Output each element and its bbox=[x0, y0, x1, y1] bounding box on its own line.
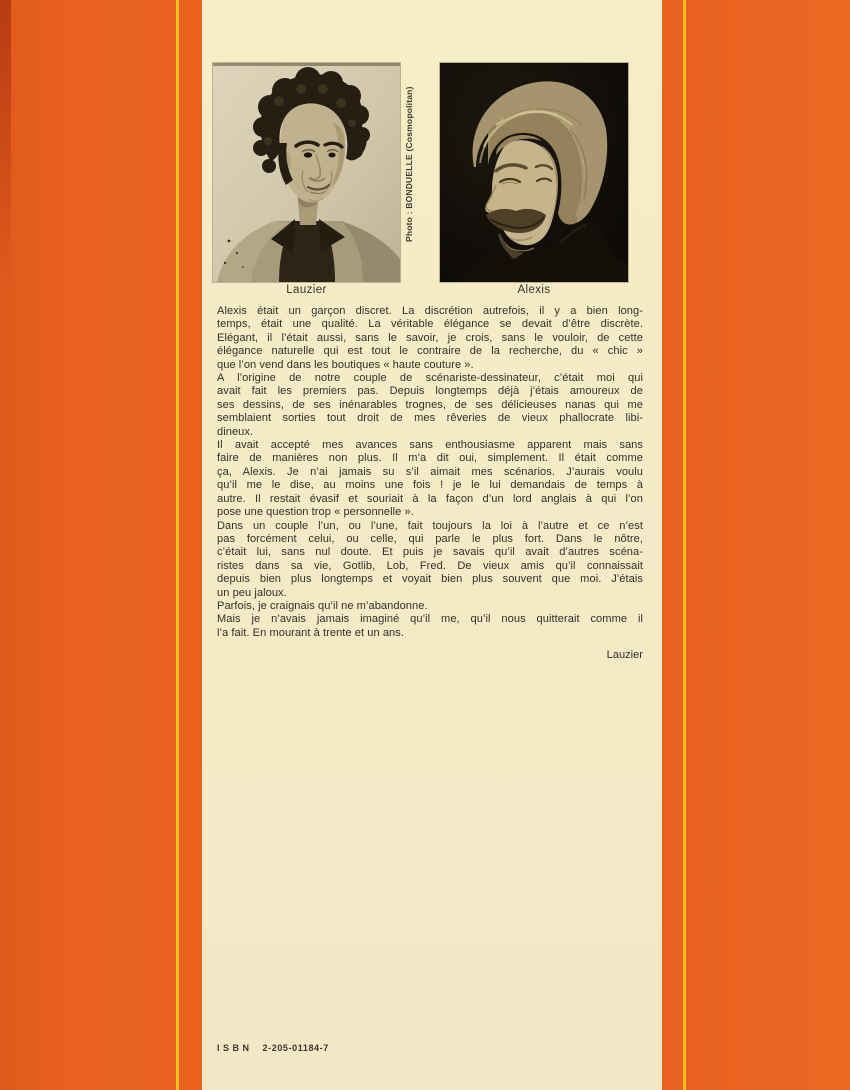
text-line: faire de manières non plus. Il m’a dit oui, simplement. Il était comme bbox=[217, 452, 643, 465]
text-line: ses dessins, de ses inénarables trognes, de ses délicieuses nanas qui me bbox=[217, 398, 643, 411]
text-line: pas forcément celui, ou celle, qui parle le plus fort. Dans le nôtre, bbox=[217, 532, 643, 545]
text-line: c’était lui, sans nul doute. Et puis je savais qu’il avait d’autres scéna- bbox=[217, 546, 643, 559]
text-line: un peu jaloux. bbox=[217, 586, 287, 599]
text-line: depuis bien plus longtemps et voyait bien plus souvent que moi. J’étais bbox=[217, 573, 643, 586]
isbn-label: ISBN bbox=[217, 1043, 253, 1053]
text-line: Elégant, il l’était aussi, sans le savoir, je crois, sans le vouloir, de cette bbox=[217, 331, 643, 344]
isbn-line bbox=[217, 1043, 329, 1053]
text-line: l’a fait. En mourant à trente et un ans. bbox=[217, 626, 405, 639]
text-line: Alexis était un garçon discret. La discrétion autrefois, il y a bien long- bbox=[217, 305, 643, 317]
alexis-photo bbox=[440, 63, 628, 282]
text-line: Dans un couple l’un, ou l’une, fait toujours la loi à l’autre et ce n’est bbox=[217, 519, 643, 532]
photo-credit: Photo : BONDUELLE (Cosmopolitan) bbox=[404, 86, 414, 242]
text-line: Mais je n’avais jamais imaginé qu’il me, qu’il nous quitterait comme il bbox=[217, 613, 643, 626]
text-line: ça, Alexis. Je n’ai jamais su s’il aimait mes scénarios. J’aurais voulu bbox=[217, 465, 643, 478]
orange-border-left bbox=[0, 0, 202, 1090]
text-line: élégance naturelle qui est tout le contraire de la recherche, du « chic » bbox=[217, 345, 643, 358]
text-line: qu’il me le dise, au moins une fois ! je le lui demandais de temps à bbox=[217, 479, 643, 492]
lauzier-photo bbox=[213, 63, 400, 282]
alexis-caption: Alexis bbox=[517, 284, 551, 296]
text-line: que l’on vend dans les boutiques « haute couture ». bbox=[217, 358, 474, 371]
blurb-text bbox=[217, 305, 643, 640]
lauzier-portrait-illustration bbox=[213, 63, 400, 282]
author-signature: Lauzier bbox=[606, 649, 643, 661]
text-line: dineux. bbox=[217, 425, 254, 438]
alexis-portrait-illustration bbox=[440, 63, 628, 282]
gold-pinstripe-right bbox=[683, 0, 686, 1090]
text-line: pose une question trop « personnelle ». bbox=[217, 506, 414, 519]
lauzier-caption: Lauzier bbox=[286, 284, 327, 296]
text-line: semblaient sorties tout droit de mes rêveries de vieux phallocrate libi- bbox=[217, 412, 643, 425]
text-line: Parfois, je craignais qu’il ne m’abandonne. bbox=[217, 599, 428, 612]
spine-shadow bbox=[0, 0, 11, 290]
isbn-number: 2-205-01184-7 bbox=[262, 1043, 329, 1053]
text-line: autre. Il restait évasif et souriait à la façon d’un lord anglais à qui l’on bbox=[217, 492, 643, 505]
text-line: avait fait les premiers pas. Depuis longtemps déjà j’étais amoureux de bbox=[217, 385, 643, 398]
text-line: ristes dans sa vie, Gotlib, Lob, Fred. De vieux amis qu’il connaissait bbox=[217, 559, 643, 572]
text-line: Il avait accepté mes avances sans enthousiasme apparent mais sans bbox=[217, 439, 643, 452]
text-line: A l’origine de notre couple de scénariste-dessinateur, c’était moi qui bbox=[217, 372, 643, 385]
orange-border-right bbox=[662, 0, 850, 1090]
gold-pinstripe-left bbox=[176, 0, 179, 1090]
text-line: temps, était une qualité. La véritable élégance se devait d’être discrète. bbox=[217, 318, 643, 331]
